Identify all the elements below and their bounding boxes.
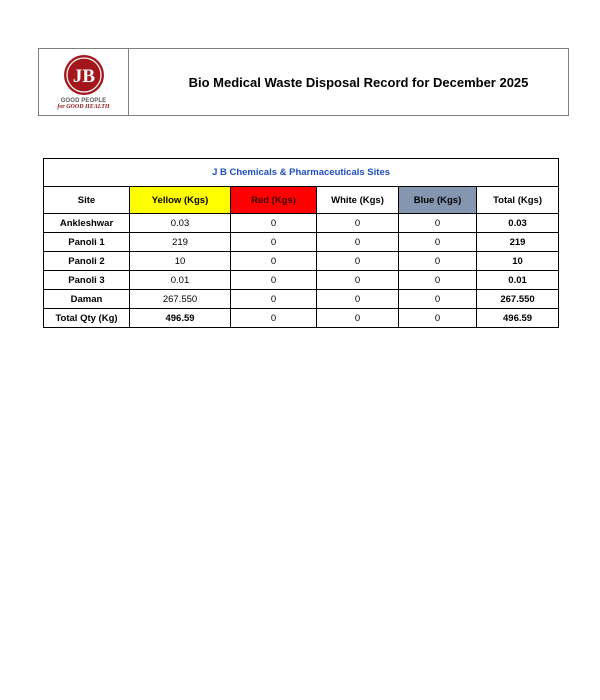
cell-white: 0 (317, 252, 399, 271)
cell-red: 0 (231, 290, 317, 309)
table-caption: J B Chemicals & Pharmaceuticals Sites (44, 159, 559, 187)
tagline-line2: for GOOD HEALTH (57, 104, 110, 110)
cell-white: 0 (317, 214, 399, 233)
header-red: Red (Kgs) (231, 187, 317, 214)
table-row (44, 252, 559, 271)
cell-red: 0 (231, 233, 317, 252)
cell-blue: 0 (399, 233, 477, 252)
page-title: Bio Medical Waste Disposal Record for December 2025 (188, 74, 529, 90)
tagline-line1: GOOD PEOPLE (60, 98, 107, 104)
cell-site: Daman (44, 290, 130, 309)
table-row (44, 233, 559, 252)
header-yellow: Yellow (Kgs) (130, 187, 231, 214)
title-cell (129, 49, 568, 115)
cell-blue: 0 (399, 290, 477, 309)
cell-white: 0 (317, 233, 399, 252)
cell-blue: 0 (399, 214, 477, 233)
waste-table-container (43, 158, 558, 328)
cell-blue: 0 (399, 309, 477, 328)
cell-red: 0 (231, 252, 317, 271)
header-site: Site (44, 187, 130, 214)
table-header-row (44, 187, 559, 214)
total-row (44, 309, 559, 328)
logo-cell (39, 49, 129, 115)
cell-yellow: 219 (130, 233, 231, 252)
cell-site: Panoli 2 (44, 252, 130, 271)
jb-logo (63, 54, 105, 96)
cell-white: 0 (317, 271, 399, 290)
table-row (44, 290, 559, 309)
cell-yellow: 267.550 (130, 290, 231, 309)
cell-site: Panoli 3 (44, 271, 130, 290)
cell-yellow: 0.01 (130, 271, 231, 290)
cell-yellow: 0.03 (130, 214, 231, 233)
table-row (44, 271, 559, 290)
cell-total: 496.59 (477, 309, 559, 328)
header-white: White (Kgs) (317, 187, 399, 214)
cell-total: 10 (477, 252, 559, 271)
cell-red: 0 (231, 214, 317, 233)
cell-total: 267.550 (477, 290, 559, 309)
cell-white: 0 (317, 290, 399, 309)
cell-site: Panoli 1 (44, 233, 130, 252)
cell-white: 0 (317, 309, 399, 328)
cell-site: Total Qty (Kg) (44, 309, 130, 328)
waste-table (43, 158, 559, 328)
cell-total: 219 (477, 233, 559, 252)
cell-blue: 0 (399, 271, 477, 290)
table-row (44, 214, 559, 233)
cell-yellow: 10 (130, 252, 231, 271)
cell-blue: 0 (399, 252, 477, 271)
cell-total: 0.01 (477, 271, 559, 290)
logo-text: JB (72, 66, 95, 87)
cell-red: 0 (231, 271, 317, 290)
cell-site: Ankleshwar (44, 214, 130, 233)
cell-yellow: 496.59 (130, 309, 231, 328)
cell-red: 0 (231, 309, 317, 328)
header-blue: Blue (Kgs) (399, 187, 477, 214)
header-total: Total (Kgs) (477, 187, 559, 214)
document-header (38, 48, 569, 116)
cell-total: 0.03 (477, 214, 559, 233)
